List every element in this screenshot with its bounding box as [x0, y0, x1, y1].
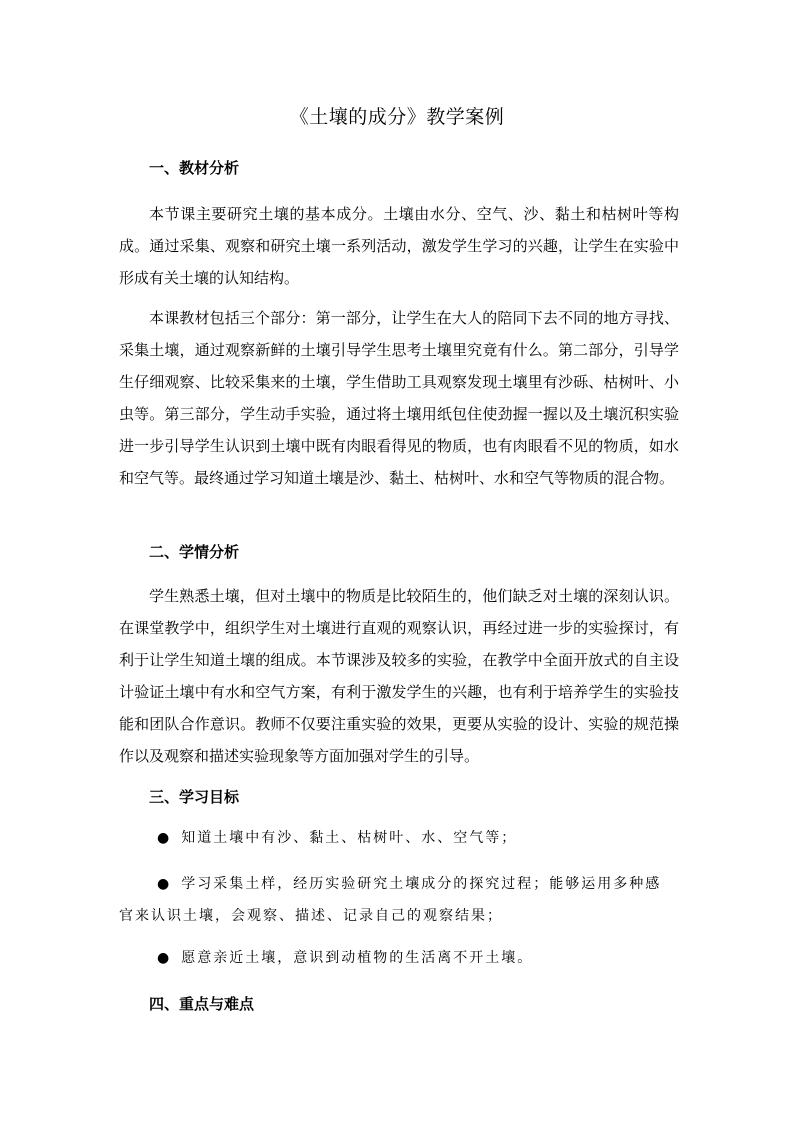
list-item [157, 822, 677, 854]
list-item [119, 868, 674, 932]
bullet-text: 知道土壤中有沙、黏土、枯树叶、水、空气等； [181, 830, 518, 846]
bullet-dot-icon: ● [157, 950, 170, 966]
bullet-text: 愿意亲近土壤，意识到动植物的生活离不开土壤。 [181, 950, 534, 966]
document-title: 《土壤的成分》教学案例 [289, 106, 505, 128]
paragraph-textbook-analysis-2: 本课教材包括三个部分：第一部分，让学生在大人的陪同下去不同的地方寻找、采集土壤，通过观察新鲜的土壤引导学生思考土壤里究竟有什么。第二部分，引导学生仔细观察、比较采集来的土壤，学生借助工具观察发现土壤里有沙砾、枯树叶、小虫等。第三部分，学生动手实验，通过将土壤用纸包住使劲握一握以及土壤沉积实验进一步引导学生认识到土壤中既有肉眼看得见的物质，也有肉眼看不见的物质，如水和空气等。最终通过学习知道土壤是沙、黏土、枯树叶、水和空气等物质的混合物。 [119, 309, 679, 487]
section-heading-textbook-analysis: 一、教材分析 [149, 159, 240, 177]
bullet-text: 学习采集土样，经历实验研究土壤成分的探究过程；能够运用多种感官来认识土壤，会观察、描述、记录自己的观察结果； [119, 876, 662, 924]
paragraph-student-analysis: 学生熟悉土壤，但对土壤中的物质是比较陌生的，他们缺乏对土壤的深刻认识。在课堂教学中，组织学生对土壤进行直观的观察认识，再经过进一步的实验探讨，有利于让学生知道土壤的组成。本节课涉及较多的实验，在教学中全面开放式的自主设计验证土壤中有水和空气方案，有利于激发学生的兴趣，也有利于培养学生的实验技能和团队合作意识。教师不仅要注重实验的效果，更要从实验的设计、实验的规范操作以及观察和描述实验现象等方面加强对学生的引导。 [119, 587, 679, 765]
bullet-dot-icon: ● [157, 876, 170, 892]
section-heading-learning-goals: 三、学习目标 [149, 788, 240, 806]
bullet-dot-icon: ● [157, 830, 170, 846]
section-heading-student-analysis: 二、学情分析 [149, 543, 240, 561]
list-item [157, 942, 677, 974]
section-heading-key-points: 四、重点与难点 [149, 995, 255, 1013]
paragraph-textbook-analysis-1: 本节课主要研究土壤的基本成分。土壤由水分、空气、沙、黏土和枯树叶等构成。通过采集、观察和研究土壤一系列活动，激发学生学习的兴趣，让学生在实验中形成有关土壤的认知结构。 [119, 205, 679, 287]
